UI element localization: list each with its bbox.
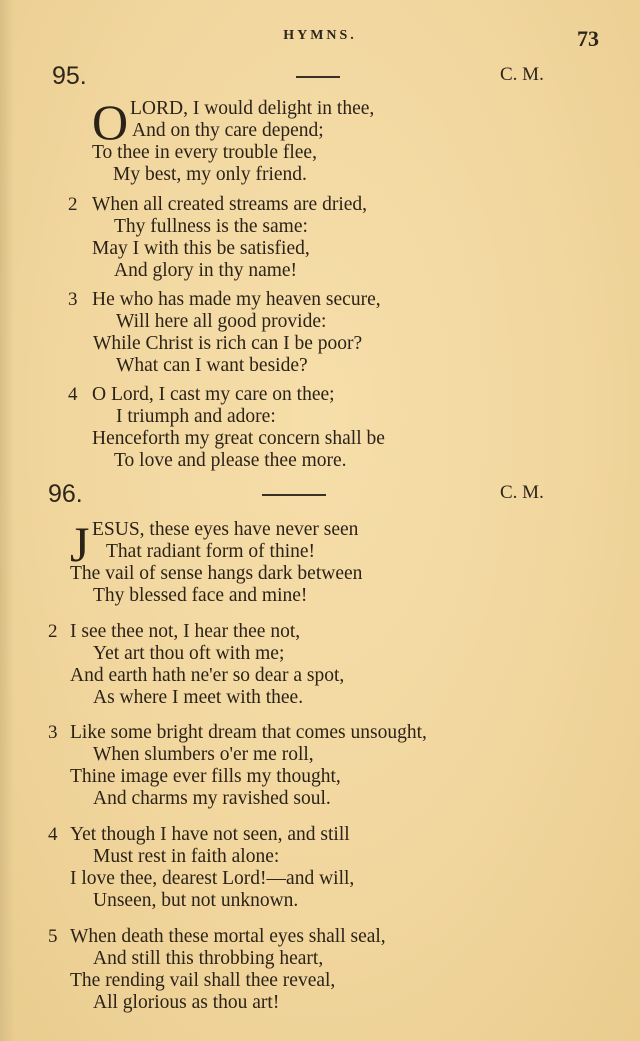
hymn-95-header (0, 62, 640, 92)
stanza-number: 2 (68, 194, 78, 215)
verse-line: Henceforth my great concern shall be (92, 428, 385, 449)
verse-line: While Christ is rich can I be poor? (93, 333, 363, 354)
verse-line: I love thee, dearest Lord!—and will, (70, 868, 355, 889)
stanza-number: 3 (68, 289, 78, 310)
hymn-divider-rule (262, 494, 326, 496)
dropcap-letter: J (70, 516, 90, 572)
verse-line: All glorious as thou art! (93, 992, 280, 1013)
verse-line: The vail of sense hangs dark between (70, 563, 363, 584)
stanza-number: 2 (48, 621, 58, 642)
running-title: HYMNS. (283, 28, 357, 43)
verse-line: May I with this be satisfied, (92, 238, 310, 259)
stanza-number: 4 (48, 824, 58, 845)
verse-line: Like some bright dream that comes unsought, (70, 722, 427, 743)
verse-line: My best, my only friend. (113, 164, 307, 185)
verse-line: Thy fullness is the same: (114, 216, 308, 237)
verse-line: When all created streams are dried, (92, 194, 368, 215)
verse-line: When death these mortal eyes shall seal, (70, 926, 386, 947)
verse-line: Unseen, but not unknown. (93, 890, 299, 911)
hymn-number: 96. (48, 480, 83, 508)
verse-line: He who has made my heaven secure, (92, 289, 381, 310)
verse-line: Yet though I have not seen, and still (70, 824, 350, 845)
verse-line: And charms my ravished soul. (93, 788, 331, 809)
stanza-number: 3 (48, 722, 58, 743)
verse-line: And earth hath ne'er so dear a spot, (70, 665, 345, 686)
verse-line: Yet art thou oft with me; (93, 643, 285, 664)
verse-line: To love and please thee more. (114, 450, 347, 471)
verse-line: ESUS, these eyes have never seen (92, 519, 359, 540)
stanza-number: 5 (48, 926, 58, 947)
verse-line: Thine image ever fills my thought, (70, 766, 341, 787)
verse-line: The rending vail shall thee reveal, (70, 970, 336, 991)
verse-line: I triumph and adore: (116, 406, 276, 427)
stanza-number: 4 (68, 384, 78, 405)
verse-line: To thee in every trouble flee, (92, 142, 317, 163)
verse-line: Must rest in faith alone: (93, 846, 280, 867)
page-gutter-shadow (0, 0, 14, 1041)
dropcap-letter: O (92, 94, 129, 150)
hymn-number: 95. (52, 62, 87, 90)
hymn-divider-rule (296, 76, 340, 78)
hymn-meter: C. M. (500, 482, 544, 503)
verse-line: That radiant form of thine! (106, 541, 316, 562)
verse-line: What can I want beside? (116, 355, 308, 376)
verse-line: O Lord, I cast my care on thee; (92, 384, 335, 405)
verse-line: I see thee not, I hear thee not, (70, 621, 301, 642)
verse-line: Will here all good provide: (116, 311, 327, 332)
verse-line: And still this throbbing heart, (93, 948, 324, 969)
verse-line: When slumbers o'er me roll, (93, 744, 314, 765)
hymn-meter: C. M. (500, 64, 544, 85)
hymn-96-header (0, 480, 640, 510)
verse-line: LORD, I would delight in thee, (130, 98, 375, 119)
verse-line: And on thy care depend; (132, 120, 324, 141)
verse-line: And glory in thy name! (114, 260, 298, 281)
verse-line: As where I meet with thee. (93, 687, 304, 708)
verse-line: Thy blessed face and mine! (93, 585, 308, 606)
page-number: 73 (577, 26, 599, 51)
